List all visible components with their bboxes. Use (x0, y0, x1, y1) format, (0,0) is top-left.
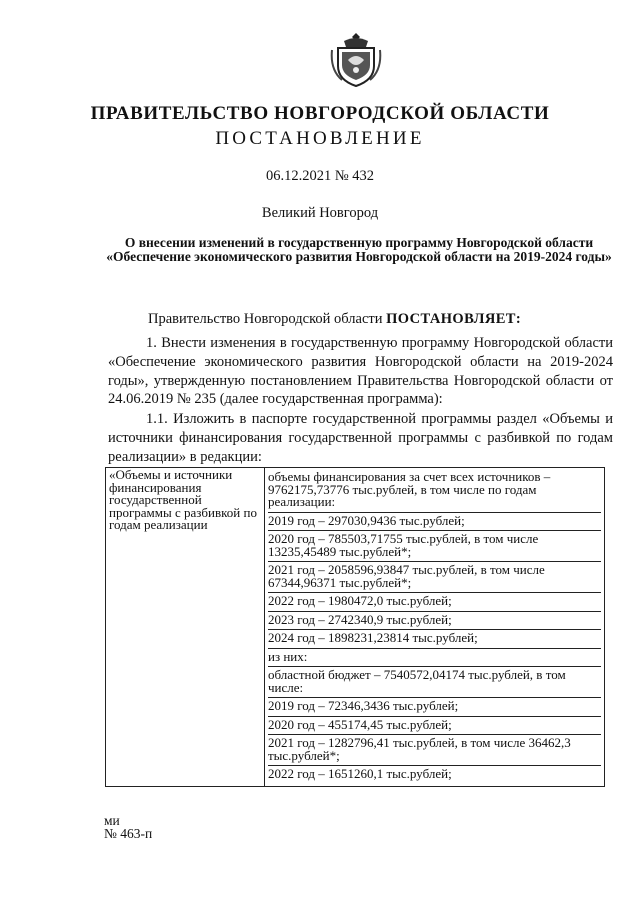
document-city: Великий Новгород (261, 205, 379, 221)
paragraph-1-text: 1. Внести изменения в государственную программу Новгородской области «Обеспечение экономического развития Новгородской области на 2019-2024 годы», утвержденную постановлением Правительства Новгородской области от 24.06.2019 № 235 (далее государственная программа): (108, 335, 613, 408)
finance-line: 2023 год – 2742340,9 тыс.рублей; (268, 612, 601, 631)
coat-of-arms-icon (330, 30, 382, 88)
table-right-cell (265, 468, 605, 787)
table-row (106, 468, 605, 787)
finance-line: областной бюджет – 7540572,04174 тыс.рублей, в том числе: (268, 667, 601, 698)
paragraph-2-text: 1.1. Изложить в паспорте государственной программы раздел «Объемы и источники финансирования государственной программы с разбивкой по годам реализации» в редакции: (108, 411, 613, 465)
finance-line: 2020 год – 785503,71755 тыс.рублей, в том числе 13235,45489 тыс.рублей*; (268, 531, 601, 562)
finance-line: 2022 год – 1980472,0 тыс.рублей; (268, 593, 601, 612)
table-left-cell: «Объемы и источники финансирования государственной программы с разбивкой по годам реализации (106, 468, 265, 787)
footer-initials: ми (104, 813, 120, 828)
finance-line: 2024 год – 1898231,23814 тыс.рублей; (268, 630, 601, 649)
finance-line: 2021 год – 2058596,93847 тыс.рублей, в том числе 67344,96371 тыс.рублей*; (268, 562, 601, 593)
finance-line: 2021 год – 1282796,41 тыс.рублей, в том числе 36462,3 тыс.рублей*; (268, 735, 601, 766)
decree-intro (148, 311, 521, 328)
government-title: ПРАВИТЕЛЬСТВО НОВГОРОДСКОЙ ОБЛАСТИ (90, 103, 550, 124)
finance-line: объемы финансирования за счет всех источников – 9762175,73776 тыс.рублей, в том числе по годам реализации: (268, 469, 601, 513)
document-subject: О внесении изменений в государственную программу Новгородской области «Обеспечение экономического развития Новгородской области на 2019-2024 годы» (106, 235, 612, 264)
decree-intro-text: Правительство Новгородской области (148, 311, 387, 327)
footer-reference (104, 814, 152, 840)
paragraph-1 (108, 334, 613, 409)
paragraph-2 (108, 410, 613, 466)
document-type: ПОСТАНОВЛЕНИЕ (215, 128, 425, 149)
document-date-number: 06.12.2021 № 432 (265, 168, 375, 184)
finance-table (105, 467, 605, 787)
finance-line: 2022 год – 1651260,1 тыс.рублей; (268, 766, 452, 781)
finance-table-wrap (105, 467, 605, 827)
finance-line: 2019 год – 297030,9436 тыс.рублей; (268, 513, 601, 532)
finance-line: 2020 год – 455174,45 тыс.рублей; (268, 717, 601, 736)
decree-intro-bold: ПОСТАНОВЛЯЕТ: (386, 311, 522, 327)
footer-ref-number: № 463-п (104, 826, 153, 841)
finance-line: 2019 год – 72346,3436 тыс.рублей; (268, 698, 601, 717)
finance-line: из них: (268, 649, 601, 668)
